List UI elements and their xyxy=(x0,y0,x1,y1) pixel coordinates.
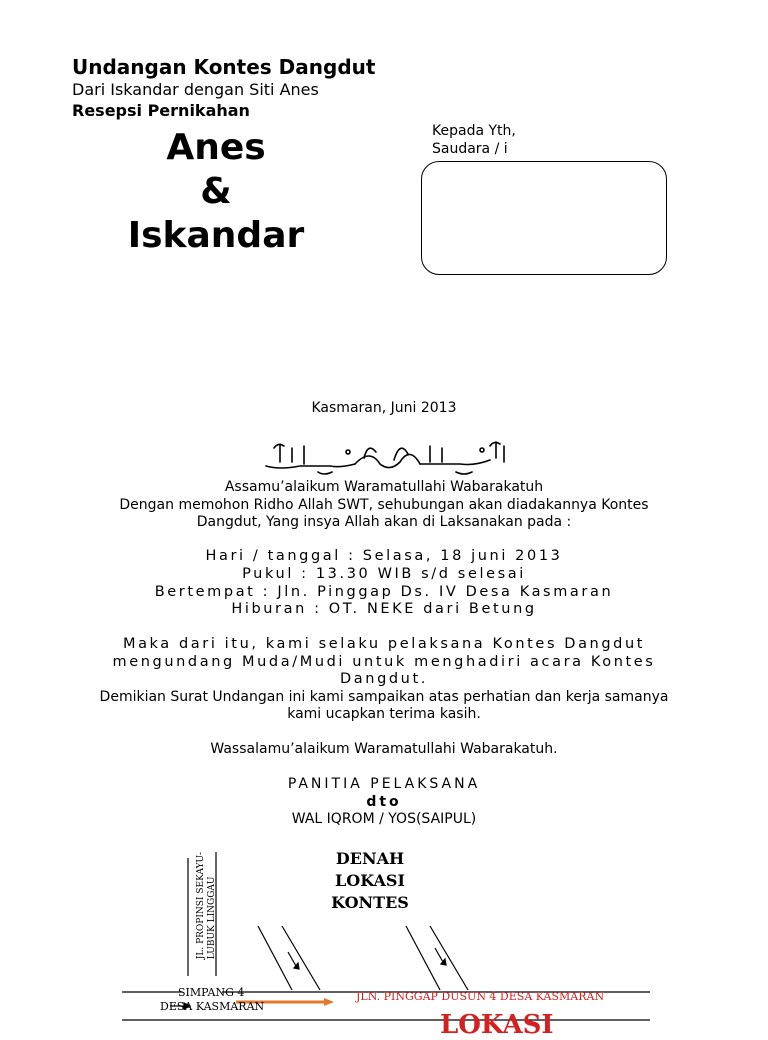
map-side-road-1a xyxy=(258,926,292,990)
route-arrow-head xyxy=(324,998,334,1006)
map-lokasi-label: LOKASI xyxy=(440,1010,554,1040)
farewell: Wassalamu’alaikum Waramatullahi Wabarakatuh. xyxy=(210,741,558,757)
map-road-horizontal-label: JLN. PINGGAP DUSUN 4 DESA KASMARAN xyxy=(356,990,605,1003)
couple-name-2: Iskandar xyxy=(127,215,305,256)
map-side-road-1b xyxy=(282,926,320,990)
closing-line-2: mengundang Muda/Mudi untuk menghadiri acara Kontes xyxy=(112,654,656,670)
arrow-down-1 xyxy=(288,952,296,966)
place-date: Kasmaran, Juni 2013 xyxy=(311,400,457,416)
map-road-vertical-line-2: LUBUK LINGGAU xyxy=(207,876,217,960)
committee-dto: dto xyxy=(366,794,402,810)
map-side-road-2b xyxy=(430,926,468,990)
map-simpang-label-1: SIMPANG 4 xyxy=(178,986,245,999)
map-title-line-2: KONTES xyxy=(331,893,409,912)
thanks-line-1: Demikian Surat Undangan ini kami sampaikan atas perhatian dan kerja samanya xyxy=(99,689,669,705)
intro-line-1: Dengan memohon Ridho Allah SWT, sehubungan akan diadakannya Kontes xyxy=(119,497,649,513)
closing-line-3: Dangdut. xyxy=(340,671,428,687)
committee-title: PANITIA PELAKSANA xyxy=(287,776,481,792)
committee-names: WAL IQROM / YOS(SAIPUL) xyxy=(291,811,477,827)
recipient-line-2: Saudara / i xyxy=(432,141,508,157)
recipient-line-1: Kepada Yth, xyxy=(432,123,516,139)
closing-line-1: Maka dari itu, kami selaku pelaksana Kontes Dangdut xyxy=(122,636,646,652)
map-road-vertical-label xyxy=(196,852,218,959)
map-side-road-2a xyxy=(406,926,440,990)
address-box xyxy=(421,161,667,275)
bismillah-calligraphy xyxy=(260,436,510,476)
couple-name-1: Anes xyxy=(166,127,266,168)
invitation-subtitle: Dari Iskandar dengan Siti Anes xyxy=(72,80,319,99)
map-title-line-1: DENAH LOKASI xyxy=(335,849,405,890)
invitation-title: Undangan Kontes Dangdut xyxy=(72,55,376,79)
map-simpang-label-2: DESA KASMARAN xyxy=(160,1000,265,1013)
thanks-line-2: kami ucapkan terima kasih. xyxy=(287,706,481,722)
intro-line-2: Dangdut, Yang insya Allah akan di Laksanakan pada : xyxy=(196,514,572,530)
couple-ampersand: & xyxy=(200,171,232,212)
arrow-down-2 xyxy=(435,948,443,962)
detail-time: Pukul : 13.30 WIB s/d selesai xyxy=(242,566,526,582)
event-type: Resepsi Pernikahan xyxy=(72,101,250,120)
detail-entertainment: Hiburan : OT. NEKE dari Betung xyxy=(231,601,537,617)
detail-place: Bertempat : Jln. Pinggap Ds. IV Desa Kasmaran xyxy=(154,584,614,600)
greeting: Assamu’alaikum Waramatullahi Wabarakatuh xyxy=(224,479,544,495)
detail-day: Hari / tanggal : Selasa, 18 juni 2013 xyxy=(205,548,563,564)
recipient-block xyxy=(432,122,516,158)
map-road-vertical-line-1: JL. PROPINSI SEKAYU- xyxy=(196,852,206,960)
